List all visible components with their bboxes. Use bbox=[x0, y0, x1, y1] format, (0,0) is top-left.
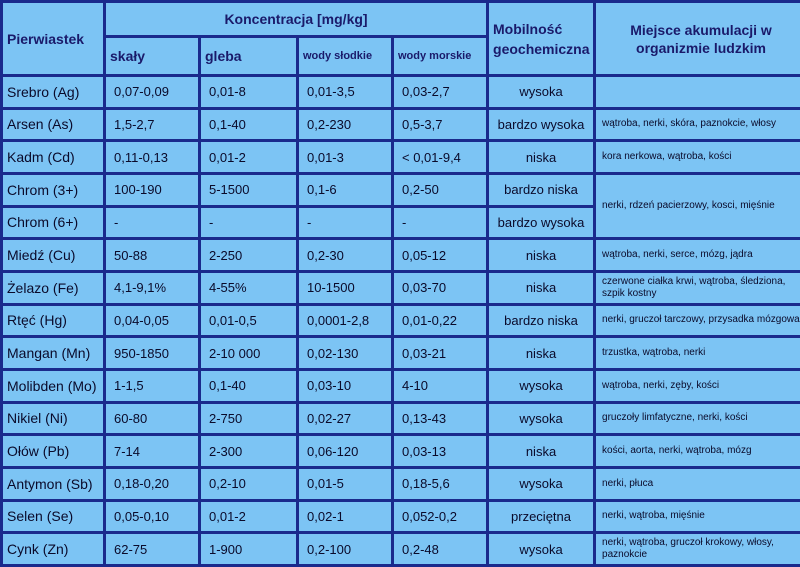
cell-element: Arsen (As) bbox=[3, 110, 103, 140]
cell-accumulation: nerki, gruczoł tarczowy, przysadka mózgowa bbox=[596, 306, 800, 336]
cell-accumulation: nerki, wątroba, gruczoł krokowy, włosy, paznokcie bbox=[596, 534, 800, 564]
cell-rocks: 0,18-0,20 bbox=[106, 469, 198, 499]
cell-element: Żelazo (Fe) bbox=[3, 273, 103, 303]
cell-element: Rtęć (Hg) bbox=[3, 306, 103, 336]
table-row bbox=[3, 436, 800, 466]
cell-mobility: wysoka bbox=[489, 534, 593, 564]
cell-soil: 0,01-8 bbox=[201, 77, 296, 107]
cell-seawater: 0,052-0,2 bbox=[394, 502, 486, 532]
cell-rocks: 62-75 bbox=[106, 534, 198, 564]
cell-freshwater: 0,2-230 bbox=[299, 110, 391, 140]
cell-mobility: niska bbox=[489, 240, 593, 270]
header-element: Pierwiastek bbox=[3, 3, 103, 74]
cell-mobility: wysoka bbox=[489, 371, 593, 401]
table-row bbox=[3, 240, 800, 270]
cell-accumulation: wątroba, nerki, serce, mózg, jądra bbox=[596, 240, 800, 270]
cell-freshwater: 0,02-27 bbox=[299, 404, 391, 434]
cell-seawater: 0,03-21 bbox=[394, 338, 486, 368]
header-concentration: Koncentracja [mg/kg] bbox=[106, 3, 486, 35]
header-rocks: skały bbox=[106, 38, 198, 74]
cell-element: Chrom (3+) bbox=[3, 175, 103, 205]
table-row bbox=[3, 469, 800, 499]
cell-rocks: 0,04-0,05 bbox=[106, 306, 198, 336]
table-row bbox=[3, 175, 800, 205]
cell-element: Chrom (6+) bbox=[3, 208, 103, 238]
cell-freshwater: 0,0001-2,8 bbox=[299, 306, 391, 336]
header-mobility: Mobilność geochemiczna bbox=[489, 3, 593, 74]
cell-rocks: 0,11-0,13 bbox=[106, 142, 198, 172]
cell-soil: 5-1500 bbox=[201, 175, 296, 205]
cell-freshwater: 0,2-30 bbox=[299, 240, 391, 270]
cell-mobility: bardzo wysoka bbox=[489, 208, 593, 238]
cell-soil: 1-900 bbox=[201, 534, 296, 564]
cell-freshwater: 0,01-3,5 bbox=[299, 77, 391, 107]
cell-soil: 0,01-2 bbox=[201, 502, 296, 532]
cell-accumulation: nerki, rdzeń pacierzowy, kosci, mięśnie bbox=[596, 175, 800, 237]
cell-rocks: 1-1,5 bbox=[106, 371, 198, 401]
cell-accumulation: nerki, wątroba, mięśnie bbox=[596, 502, 800, 532]
cell-mobility: niska bbox=[489, 273, 593, 303]
cell-seawater: 0,2-48 bbox=[394, 534, 486, 564]
cell-soil: 2-250 bbox=[201, 240, 296, 270]
cell-soil: 0,1-40 bbox=[201, 110, 296, 140]
cell-soil: 0,1-40 bbox=[201, 371, 296, 401]
cell-element: Miedź (Cu) bbox=[3, 240, 103, 270]
header-freshwater: wody słodkie bbox=[299, 38, 391, 74]
cell-seawater: 0,03-2,7 bbox=[394, 77, 486, 107]
cell-element: Selen (Se) bbox=[3, 502, 103, 532]
cell-freshwater: 0,02-1 bbox=[299, 502, 391, 532]
cell-rocks: 0,05-0,10 bbox=[106, 502, 198, 532]
cell-accumulation: gruczoły limfatyczne, nerki, kości bbox=[596, 404, 800, 434]
header-accumulation: Miejsce akumulacji w organizmie ludzkim bbox=[596, 3, 800, 74]
table-row bbox=[3, 502, 800, 532]
cell-soil: 2-10 000 bbox=[201, 338, 296, 368]
cell-seawater: - bbox=[394, 208, 486, 238]
cell-accumulation: kości, aorta, nerki, wątroba, mózg bbox=[596, 436, 800, 466]
table-row bbox=[3, 306, 800, 336]
cell-soil: 0,01-2 bbox=[201, 142, 296, 172]
cell-seawater: 0,03-13 bbox=[394, 436, 486, 466]
cell-soil: 0,01-0,5 bbox=[201, 306, 296, 336]
cell-seawater: 0,2-50 bbox=[394, 175, 486, 205]
cell-seawater: 0,18-5,6 bbox=[394, 469, 486, 499]
cell-rocks: - bbox=[106, 208, 198, 238]
cell-soil: 0,2-10 bbox=[201, 469, 296, 499]
cell-soil: - bbox=[201, 208, 296, 238]
cell-element: Antymon (Sb) bbox=[3, 469, 103, 499]
cell-rocks: 0,07-0,09 bbox=[106, 77, 198, 107]
cell-rocks: 4,1-9,1% bbox=[106, 273, 198, 303]
cell-element: Nikiel (Ni) bbox=[3, 404, 103, 434]
cell-element: Srebro (Ag) bbox=[3, 77, 103, 107]
cell-soil: 4-55% bbox=[201, 273, 296, 303]
cell-mobility: przeciętna bbox=[489, 502, 593, 532]
table-row bbox=[3, 534, 800, 564]
table-row bbox=[3, 404, 800, 434]
cell-accumulation: czerwone ciałka krwi, wątroba, śledziona, szpik kostny bbox=[596, 273, 800, 303]
cell-mobility: bardzo wysoka bbox=[489, 110, 593, 140]
cell-soil: 2-300 bbox=[201, 436, 296, 466]
cell-seawater: 0,05-12 bbox=[394, 240, 486, 270]
cell-soil: 2-750 bbox=[201, 404, 296, 434]
cell-freshwater: 0,01-5 bbox=[299, 469, 391, 499]
cell-element: Mangan (Mn) bbox=[3, 338, 103, 368]
cell-rocks: 1,5-2,7 bbox=[106, 110, 198, 140]
table-body bbox=[3, 77, 800, 564]
table-row bbox=[3, 142, 800, 172]
cell-accumulation: nerki, płuca bbox=[596, 469, 800, 499]
cell-accumulation: trzustka, wątroba, nerki bbox=[596, 338, 800, 368]
cell-seawater: 0,5-3,7 bbox=[394, 110, 486, 140]
cell-accumulation bbox=[596, 77, 800, 107]
header-seawater: wody morskie bbox=[394, 38, 486, 74]
cell-element: Molibden (Mo) bbox=[3, 371, 103, 401]
header-soil: gleba bbox=[201, 38, 296, 74]
cell-mobility: bardzo niska bbox=[489, 306, 593, 336]
table-row bbox=[3, 273, 800, 303]
cell-freshwater: - bbox=[299, 208, 391, 238]
table-row bbox=[3, 77, 800, 107]
cell-mobility: wysoka bbox=[489, 469, 593, 499]
cell-rocks: 950-1850 bbox=[106, 338, 198, 368]
cell-seawater: 4-10 bbox=[394, 371, 486, 401]
cell-freshwater: 0,1-6 bbox=[299, 175, 391, 205]
cell-seawater: 0,13-43 bbox=[394, 404, 486, 434]
cell-freshwater: 10-1500 bbox=[299, 273, 391, 303]
cell-accumulation: wątroba, nerki, skóra, paznokcie, włosy bbox=[596, 110, 800, 140]
cell-freshwater: 0,06-120 bbox=[299, 436, 391, 466]
cell-freshwater: 0,2-100 bbox=[299, 534, 391, 564]
cell-freshwater: 0,03-10 bbox=[299, 371, 391, 401]
cell-freshwater: 0,02-130 bbox=[299, 338, 391, 368]
table-row bbox=[3, 371, 800, 401]
cell-mobility: wysoka bbox=[489, 77, 593, 107]
cell-rocks: 50-88 bbox=[106, 240, 198, 270]
cell-mobility: niska bbox=[489, 142, 593, 172]
cell-mobility: niska bbox=[489, 338, 593, 368]
cell-rocks: 60-80 bbox=[106, 404, 198, 434]
cell-element: Kadm (Cd) bbox=[3, 142, 103, 172]
cell-freshwater: 0,01-3 bbox=[299, 142, 391, 172]
cell-rocks: 7-14 bbox=[106, 436, 198, 466]
cell-accumulation: wątroba, nerki, zęby, kości bbox=[596, 371, 800, 401]
cell-mobility: niska bbox=[489, 436, 593, 466]
cell-seawater: 0,03-70 bbox=[394, 273, 486, 303]
table-row bbox=[3, 338, 800, 368]
table-row bbox=[3, 110, 800, 140]
cell-seawater: < 0,01-9,4 bbox=[394, 142, 486, 172]
cell-element: Cynk (Zn) bbox=[3, 534, 103, 564]
cell-rocks: 100-190 bbox=[106, 175, 198, 205]
cell-seawater: 0,01-0,22 bbox=[394, 306, 486, 336]
cell-mobility: bardzo niska bbox=[489, 175, 593, 205]
cell-element: Ołów (Pb) bbox=[3, 436, 103, 466]
cell-accumulation: kora nerkowa, wątroba, kości bbox=[596, 142, 800, 172]
cell-mobility: wysoka bbox=[489, 404, 593, 434]
